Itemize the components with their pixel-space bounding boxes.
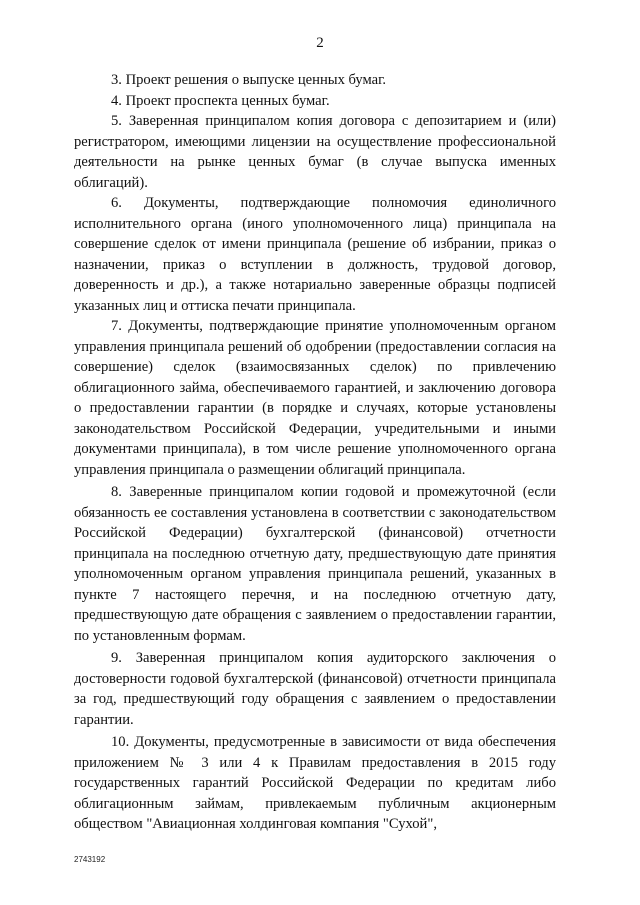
document-body [74, 70, 556, 835]
paragraph-item-10: 10. Документы, предусмотренные в зависимости от вида обеспечения приложением № 3 или 4 к Правилам предоставления в 2015 году государственных гарантий Российской Федерации по кредитам либо облигационным займам, привлекаемым публичным акционерным обществом "Авиационная холдинговая компания "Сухой", [74, 734, 556, 832]
paragraph-item-5: 5. Заверенная принципалом копия договора с депозитарием и (или) регистратором, имеющими лицензии на осуществление профессиональной деятельности на рынке ценных бумаг (в случае выпуска именных облигаций). [74, 113, 556, 191]
paragraph-item-9: 9. Заверенная принципалом копия аудиторского заключения о достоверности годовой бухгалтерской (финансовой) отчетности принципала за год, предшествующий году обращения с заявлением о предоставлении гарантии. [74, 650, 556, 728]
paragraph-item-6: 6. Документы, подтверждающие полномочия единоличного исполнительного органа (иного уполномоченного лица) принципала на совершение сделок от имени принципала (решение об избрании, приказ о назначении, приказ о вступлении в должность, трудовой договор, доверенность и др.), а также нотариально заверенные образцы подписей указанных лиц и оттиска печати принципала. [74, 195, 556, 314]
page-number: 2 [316, 35, 324, 51]
paragraph-item-7: 7. Документы, подтверждающие принятие уполномоченным органом управления принципала решений об одобрении (предоставлении согласия на совершение) сделок (взаимосвязанных сделок) по привлечению облигационного займа, обеспечиваемого гарантией, и заключению договора о предоставлении гарантии (в порядке и случаях, которые установлены законодательством Российской Федерации, учредительными и иными документами принципала), в том числе решение уполномоченного органа управления принципала о размещении облигаций принципала. [74, 318, 556, 478]
paragraph-item-8: 8. Заверенные принципалом копии годовой и промежуточной (если обязанность ее составления установлена в соответствии с законодательством Российской Федерации) бухгалтерской (финансовой) отчетности принципала на последнюю отчетную дату, предшествующую дате принятия уполномоченным органом управления принципала решений, указанных в пункте 7 настоящего перечня, и на последнюю отчетную дату, предшествующую дате обращения с заявлением о предоставлении гарантии, по установленным формам. [74, 484, 556, 644]
paragraph-item-3: 3. Проект решения о выпуске ценных бумаг. [111, 72, 387, 88]
paragraph-item-4: 4. Проект проспекта ценных бумаг. [111, 92, 330, 109]
document-code: 2743192 [74, 855, 106, 864]
